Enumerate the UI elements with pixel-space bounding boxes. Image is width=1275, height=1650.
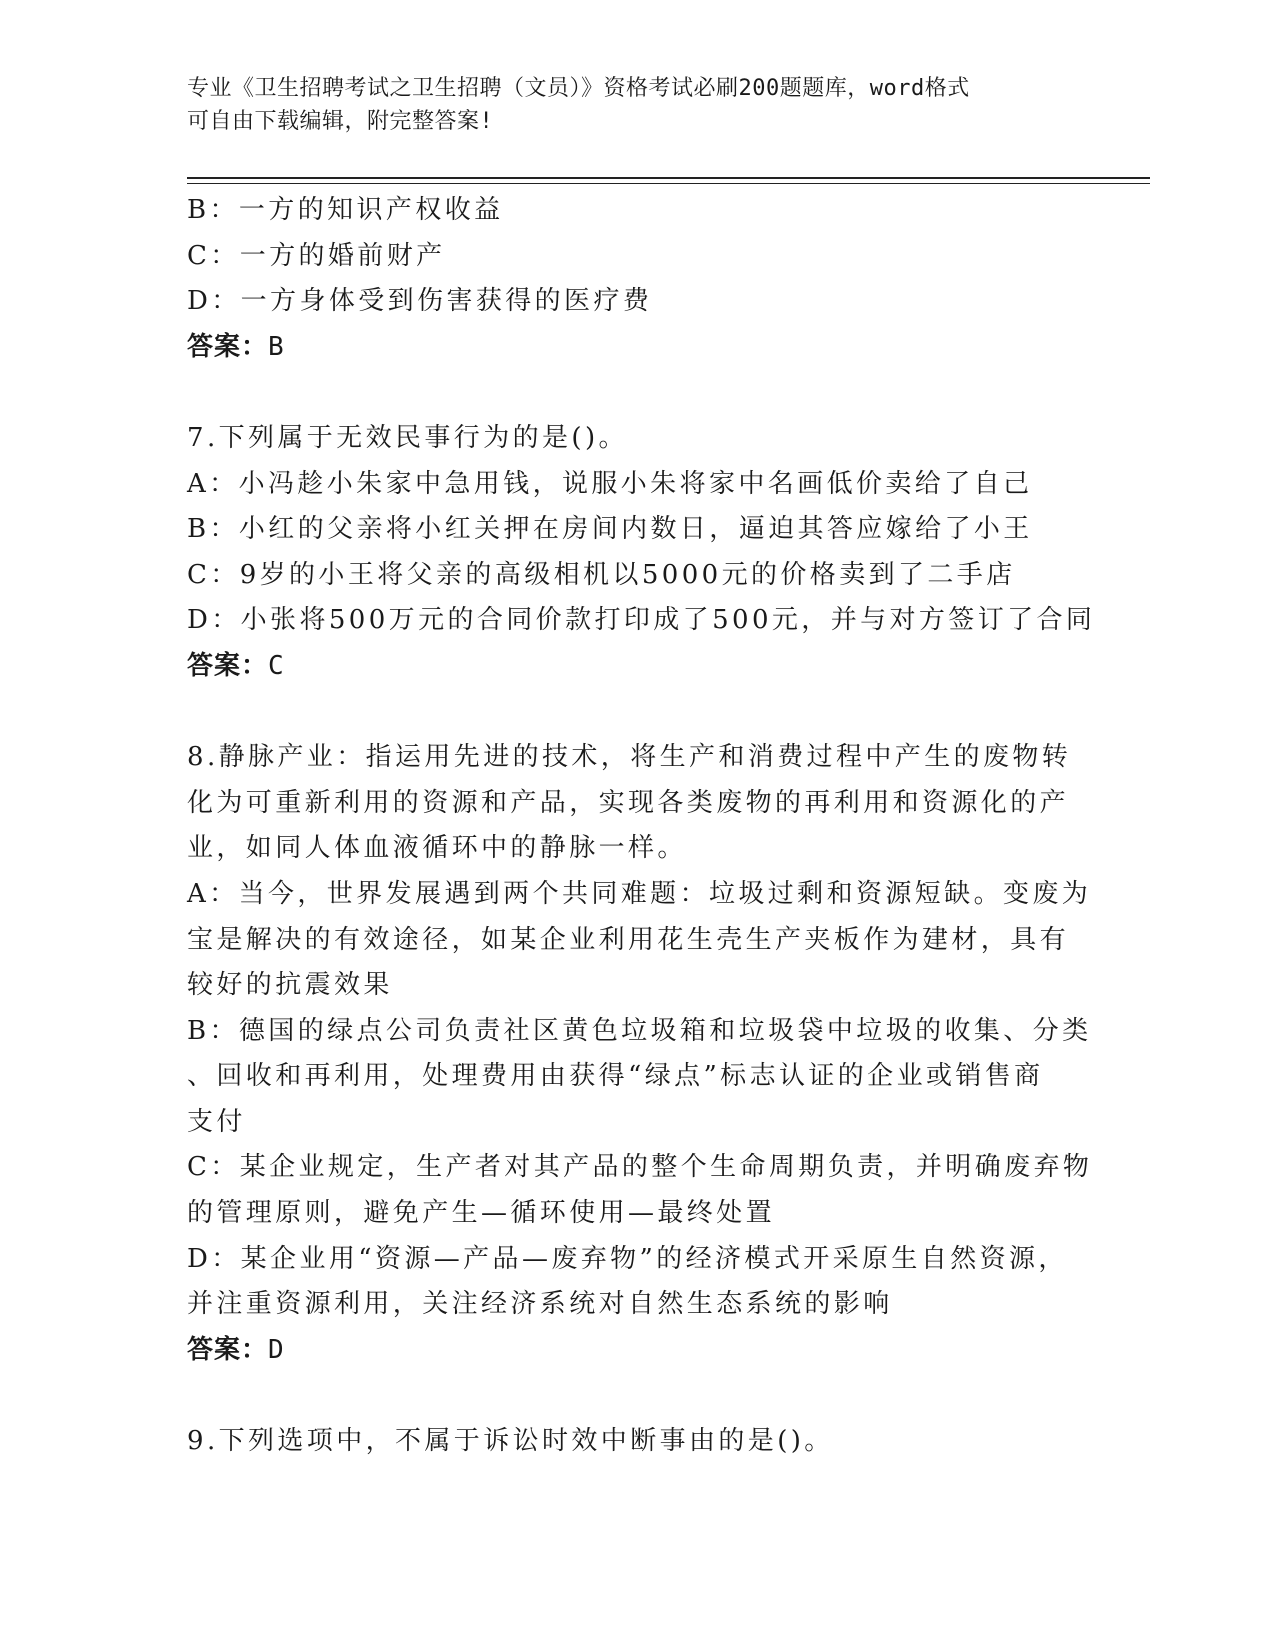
header-line-2: 可自由下载编辑，附完整答案! [187,109,494,134]
q7-option-b: B：小红的父亲将小红关押在房间内数日，逼迫其答应嫁给了小王 [187,514,1033,545]
q6-answer [187,325,1087,371]
q7-answer [187,644,1087,690]
spacer [187,690,1087,736]
q8-question-line-1: 8.静脉产业：指运用先进的技术，将生产和消费过程中产生的废物转 [187,742,1072,773]
q6-answer-label: 答案： [187,331,269,362]
q6-option-b: B：一方的知识产权收益 [187,195,504,225]
q6-answer-value: B [268,331,285,362]
q7-answer-label: 答案： [187,650,269,681]
q7-option-c: C：9岁的小王将父亲的高级相机以5000元的价格卖到了二手店 [187,559,1016,590]
q8-answer [187,1328,1087,1374]
q8-option-b-line-3: 支付 [187,1106,246,1137]
q6-option-d: D：一方身体受到伤害获得的医疗费 [187,286,653,317]
q8-option-a-line-1: A：当今，世界发展遇到两个共同难题：垃圾过剩和资源短缺。变废为 [187,878,1092,909]
page-header [187,72,1067,138]
q6-option-c: C：一方的婚前财产 [187,240,446,271]
header-divider-thick [187,177,1150,179]
q8-question-line-2: 化为可重新利用的资源和产品，实现各类废物的再利用和资源化的产 [187,787,1070,818]
q8-option-b-line-2: 、回收和再利用，处理费用由获得“绿点”标志认证的企业或销售商 [187,1061,1044,1092]
q8-option-c-line-1: C：某企业规定，生产者对其产品的整个生命周期负责，并明确废弃物 [187,1152,1093,1183]
q7-answer-value: C [268,650,285,681]
q8-option-a-line-3: 较好的抗震效果 [187,970,393,1001]
q8-option-c-line-2: 的管理原则，避免产生—循环使用—最终处置 [187,1198,776,1229]
header-line-1: 专业《卫生招聘考试之卫生招聘（文员）》资格考试必刷200题题库，word格式 [187,76,970,101]
document-body [187,188,1096,1465]
spacer [187,370,1087,416]
q8-option-a-line-2: 宝是解决的有效途径，如某企业利用花生壳生产夹板作为建材，具有 [187,924,1070,955]
q7-option-d: D：小张将500万元的合同价款打印成了500元，并与对方签订了合同 [187,605,1096,636]
q8-answer-value: D [268,1334,285,1365]
q8-option-d-line-1: D：某企业用“资源—产品—废弃物”的经济模式开采原生自然资源， [187,1243,1068,1274]
spacer [187,1373,1087,1419]
q7-question: 7.下列属于无效民事行为的是()。 [187,422,628,453]
q7-option-a: A：小冯趁小朱家中急用钱，说服小朱将家中名画低价卖给了自己 [187,468,1033,499]
q9-question: 9.下列选项中，不属于诉讼时效中断事由的是()。 [187,1426,834,1457]
q8-option-d-line-2: 并注重资源利用，关注经济系统对自然生态系统的影响 [187,1289,893,1320]
q8-answer-label: 答案： [187,1334,269,1365]
q8-option-b-line-1: B：德国的绿点公司负责社区黄色垃圾箱和垃圾袋中垃圾的收集、分类 [187,1015,1092,1046]
header-divider-thin [187,183,1150,184]
q8-question-line-3: 业，如同人体血液循环中的静脉一样。 [187,833,687,864]
